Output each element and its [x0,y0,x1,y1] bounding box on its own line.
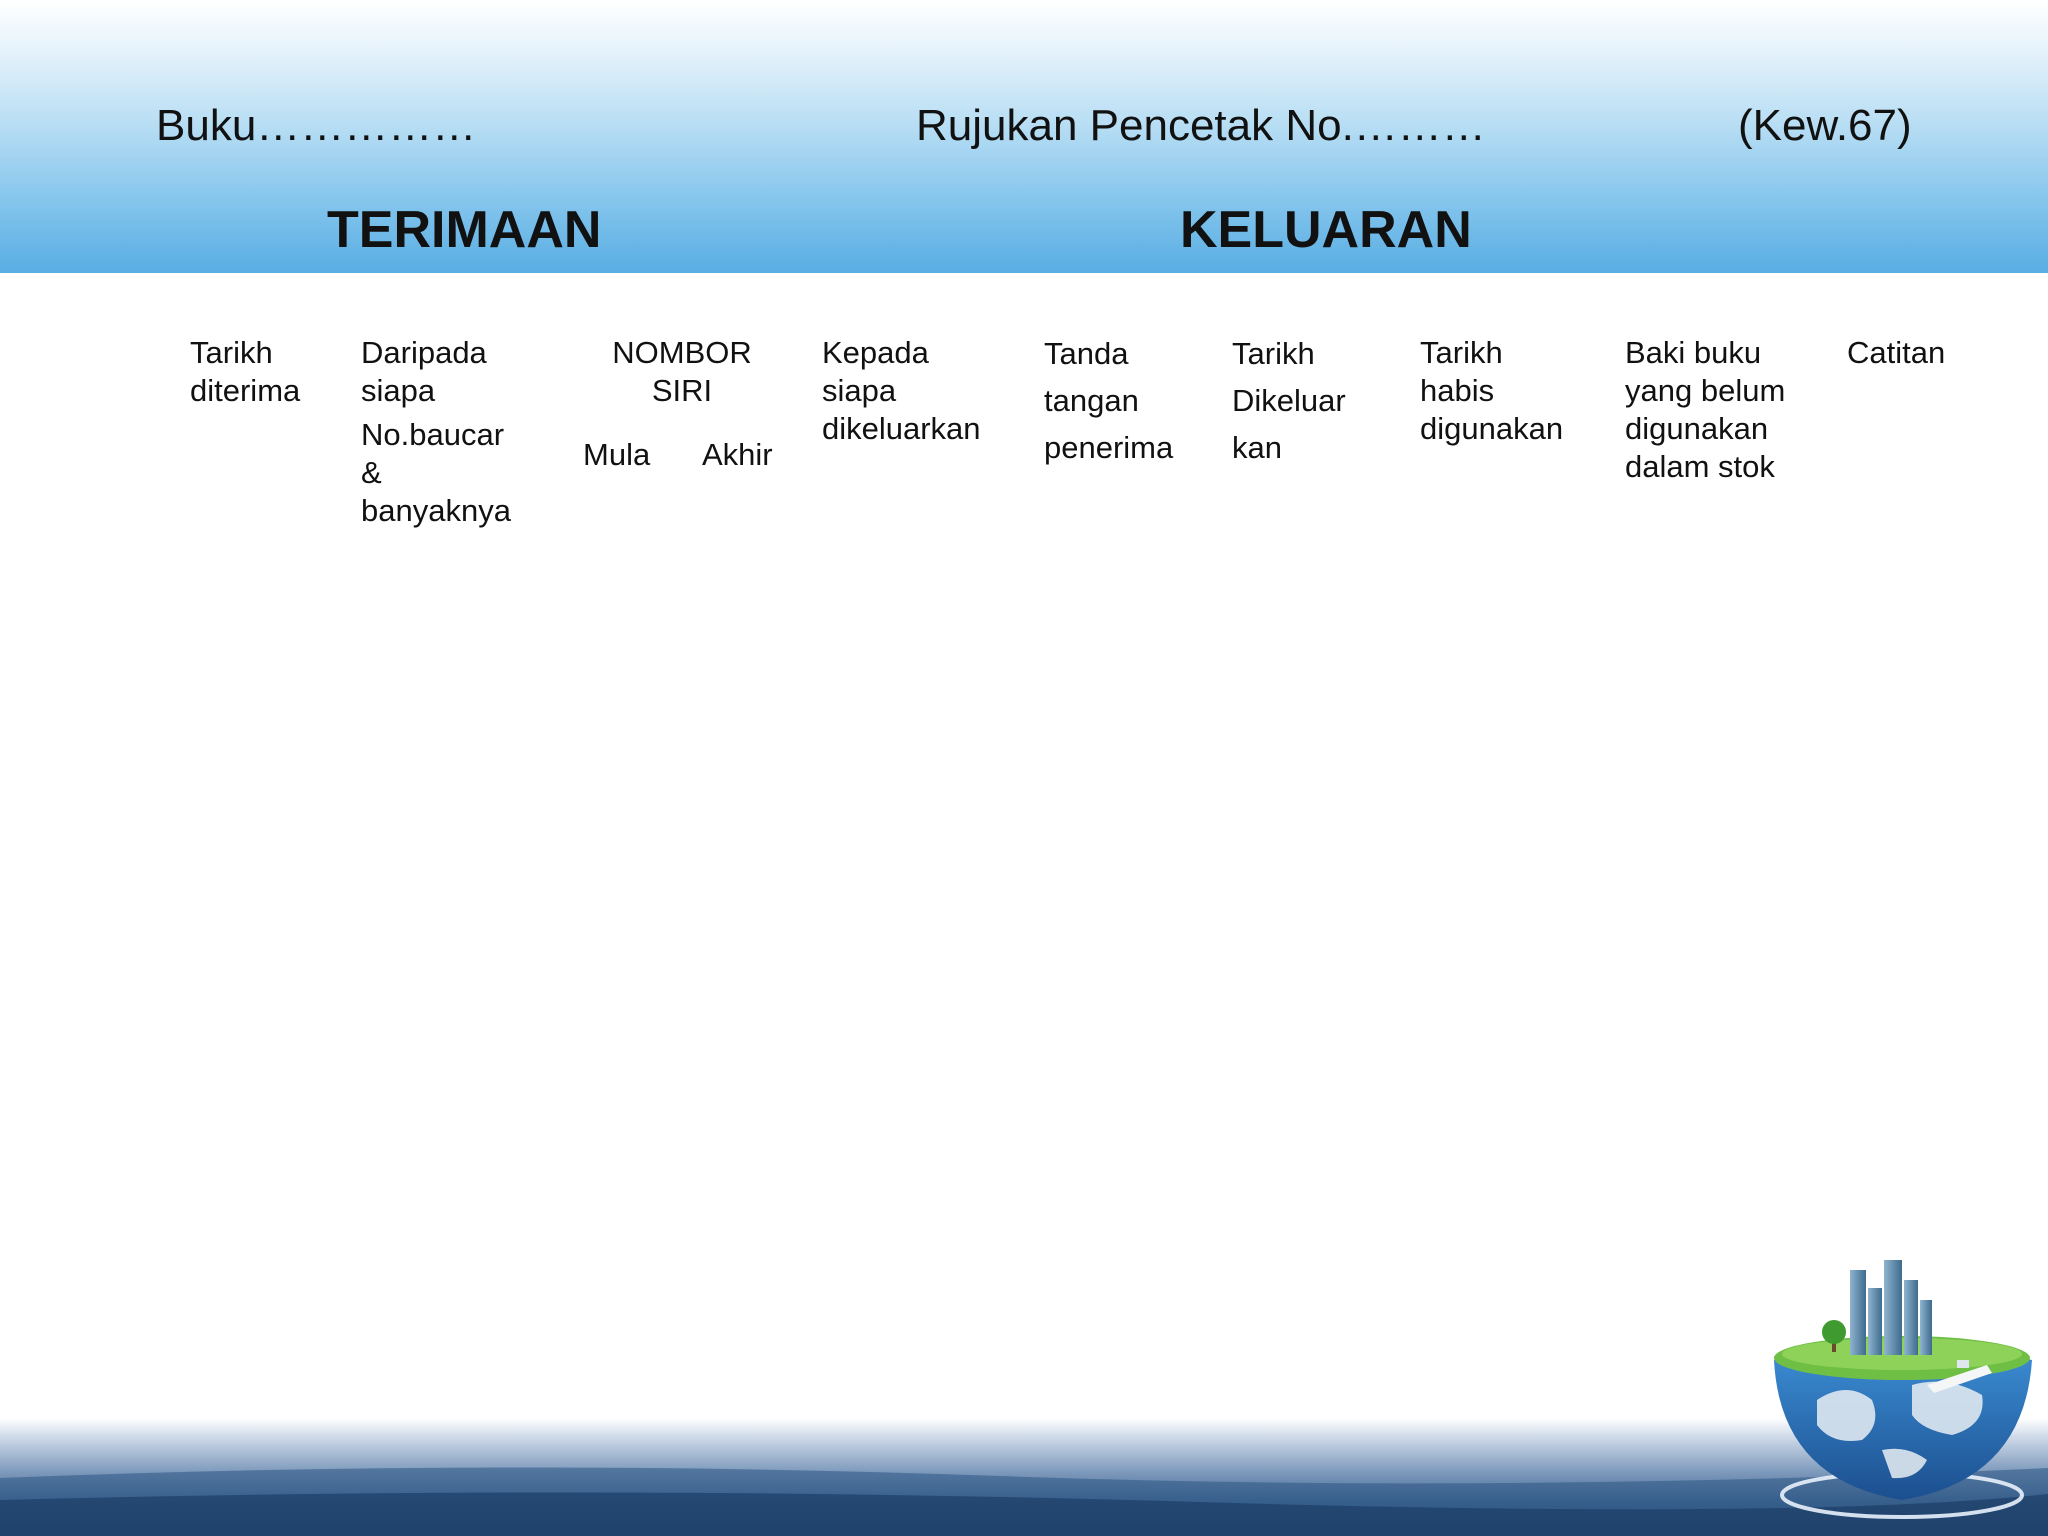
rujukan-pencetak-label: Rujukan Pencetak No.……… [916,101,1486,150]
column-kepada-siapa: Kepada siapa dikeluarkan [822,335,981,446]
column-nombor-siri: NOMBOR SIRI [612,335,752,408]
terimaan-title: TERIMAAN [327,201,602,259]
globe-city-icon [1762,1250,2042,1530]
column-tanda-tangan: Tanda tangan penerima [1044,336,1174,465]
keluaran-title: KELUARAN [1180,201,1472,259]
column-tarikh-diterima: Tarikh diterima [190,335,301,408]
column-tarikh-dikeluarkan: Tarikh Dikeluar kan [1232,336,1346,465]
no-baucar-line: No.baucar [361,417,505,452]
column-daripada-siapa: Daripada siapa No.baucar & banyaknya [361,335,511,528]
subcolumn-mula: Mula [583,437,651,472]
column-catitan: Catitan [1847,335,1946,370]
column-baki-buku: Baki buku yang belum digunakan dalam stok [1625,335,1786,484]
subcolumn-akhir: Akhir [702,437,773,472]
buku-label: Buku…………… [156,101,477,150]
column-tarikh-habis: Tarikh habis digunakan [1420,335,1564,446]
footer-wave-decoration [0,1448,2048,1536]
form-code-label: (Kew.67) [1738,101,1912,150]
